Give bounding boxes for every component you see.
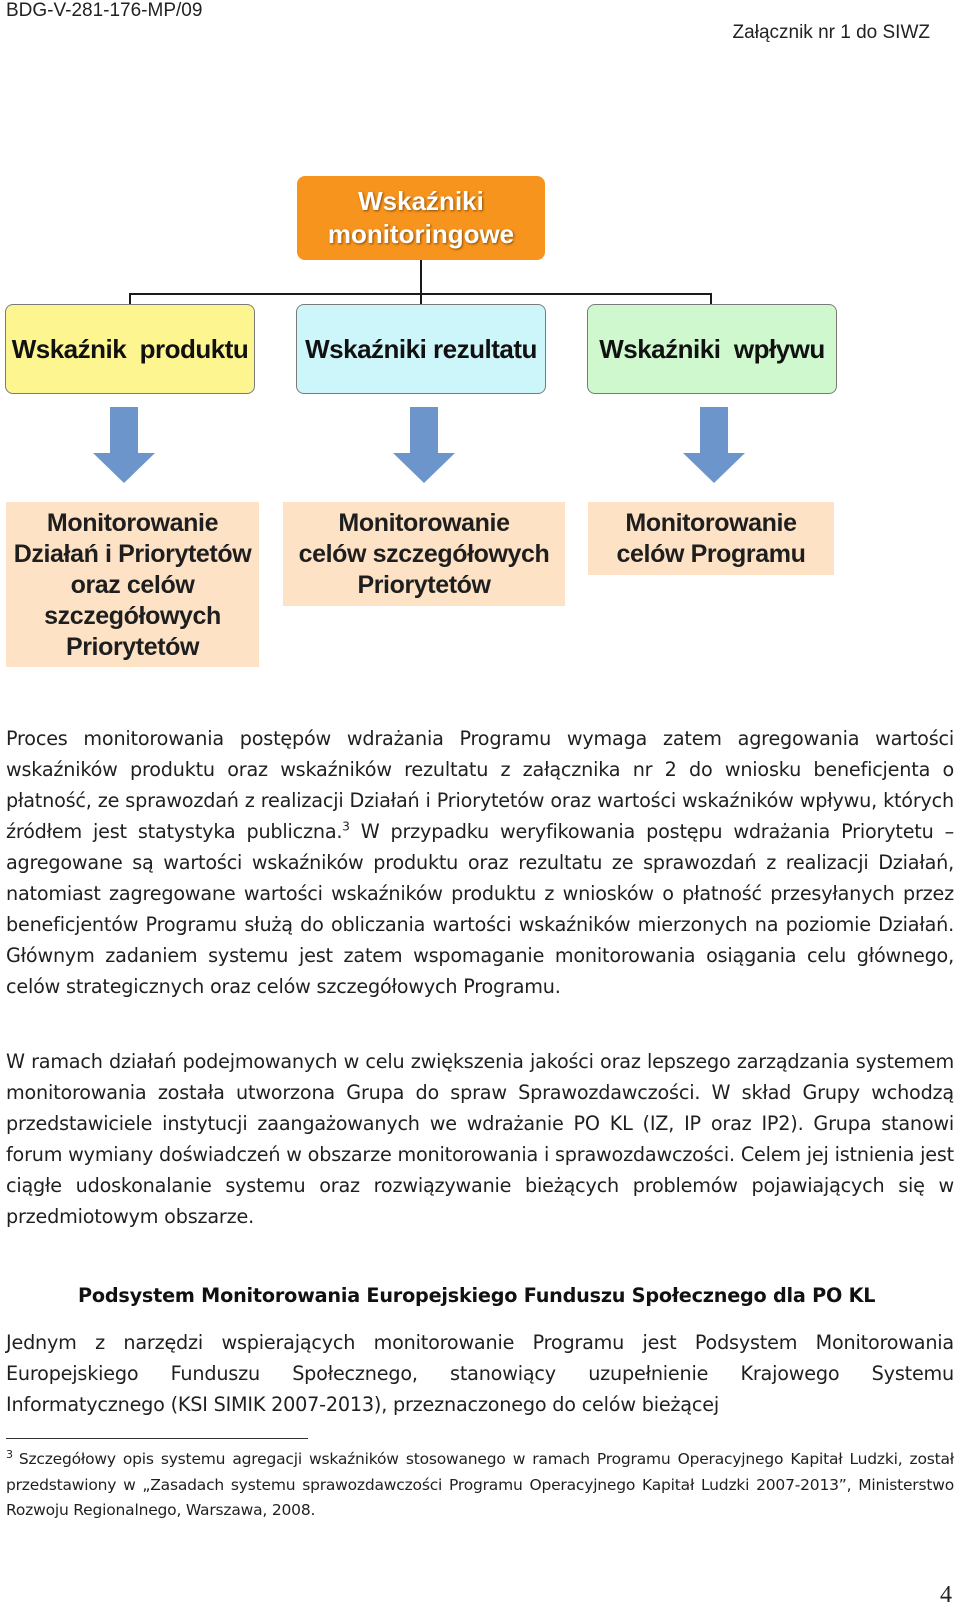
paragraph-text: Jednym z narzędzi wspierających monitorowanie Programu jest Podsystem Monitorowania Europejskiego Funduszu Społecznego, stanowiący uzupełnienie Krajowego Systemu Informatycznego (KSI SIMIK 2007-2013), przeznaczonego do celów bieżącej bbox=[6, 1331, 954, 1416]
category-box-impact bbox=[587, 304, 837, 394]
down-arrow-icon bbox=[393, 407, 455, 483]
paragraph-text: W przypadku weryfikowania postępu wdrażania Priorytetu – agregowane są wartości wskaźników produktu oraz rezultatu ze sprawozdań z realizacji Działań, natomiast zagregowane wartości wskaźników produktu z wniosków o płatność przesyłanych przez beneficjentów Programu służą do obliczania wartości wskaźników mierzonych na poziomie Działań. Głównym zadaniem systemu jest zatem wspomaganie monitorowania osiągania celu głównego, celów strategicznych oraz celów szczegółowych Programu. bbox=[6, 820, 954, 998]
paragraph-reporting-group bbox=[6, 1046, 954, 1232]
category-box-result bbox=[296, 304, 546, 394]
down-arrow-icon bbox=[93, 407, 155, 483]
monitoring-line: celów Programu bbox=[616, 540, 806, 568]
monitoring-box-priority-objectives bbox=[283, 502, 565, 606]
category-label-product: Wskaźnik produktu bbox=[11, 333, 249, 364]
section-heading: Podsystem Monitorowania Europejskiego Funduszu Społecznego dla PO KL bbox=[78, 1284, 876, 1307]
page-number: 4 bbox=[940, 1582, 952, 1608]
root-box-monitoring-indicators bbox=[297, 176, 545, 260]
monitoring-line: Monitorowanie bbox=[338, 509, 510, 537]
footnote-number: 3 bbox=[6, 1447, 13, 1461]
paragraph-monitoring-process bbox=[6, 723, 954, 1002]
monitoring-box-programme-objectives bbox=[588, 502, 834, 575]
root-box-line1: Wskaźniki bbox=[358, 186, 484, 216]
footnote-separator bbox=[6, 1438, 308, 1439]
category-label-result: Wskaźniki rezultatu bbox=[305, 333, 537, 364]
paragraph-text: Proces monitorowania postępów wdrażania Programu wymaga zatem agregowania wartości wskaźników produktu oraz wskaźników rezultatu z załącznika nr 2 do wniosku beneficjenta o płatność, ze sprawozdań z realizacji Działań i Priorytetów oraz wartości wskaźników wpływu, których źródłem jest statystyka publiczna. bbox=[6, 727, 954, 843]
root-box-line2: monitoringowe bbox=[327, 219, 515, 249]
monitoring-line: Priorytetów bbox=[357, 571, 491, 599]
monitoring-line: Priorytetów bbox=[65, 633, 200, 661]
connector-left bbox=[129, 293, 131, 304]
footnote-text: Szczegółowy opis systemu agregacji wskaźników stosowanego w ramach Programu Operacyjnego Kapitał Ludzki, został przedstawiony w „Zasadach systemu sprawozdawczości Programu Operacyjnego Kapitał Ludzki 2007-2013”, Ministerstwo Rozwoju Regionalnego, Warszawa, 2008. bbox=[6, 1450, 954, 1519]
monitoring-line: celów szczegółowych bbox=[298, 540, 550, 568]
monitoring-line: oraz celów bbox=[70, 571, 195, 599]
connector-right bbox=[710, 293, 712, 304]
paragraph-efs-subsystem bbox=[6, 1327, 954, 1420]
attachment-label: Załącznik nr 1 do SIWZ bbox=[732, 22, 930, 43]
footnote bbox=[6, 1447, 954, 1524]
monitoring-box-actions-priorities bbox=[6, 502, 259, 667]
category-box-product bbox=[5, 304, 255, 394]
monitoring-line: Monitorowanie bbox=[46, 509, 219, 537]
document-code: BDG-V-281-176-MP/09 bbox=[6, 0, 203, 21]
connector-middle bbox=[420, 293, 422, 304]
monitoring-line: szczegółowych bbox=[44, 602, 221, 630]
connector-vertical-root bbox=[420, 260, 422, 294]
footnote-reference: 3 bbox=[342, 819, 350, 834]
down-arrow-icon bbox=[683, 407, 745, 483]
category-label-impact: Wskaźniki wpływu bbox=[599, 333, 825, 364]
monitoring-line: Monitorowanie bbox=[625, 509, 797, 537]
monitoring-line: Działań i Priorytetów bbox=[13, 540, 252, 568]
paragraph-text: W ramach działań podejmowanych w celu zwiększenia jakości oraz lepszego zarządzania systemem monitorowania została utworzona Grupa do spraw Sprawozdawczości. W skład Grupy wchodzą przedstawiciele instytucji zaangażowanych we wdrażanie PO KL (IZ, IP oraz IP2). Grupa stanowi forum wymiany doświadczeń w obszarze monitorowania i sprawozdawczości. Celem jej istnienia jest ciągłe udoskonalanie systemu oraz rozwiązywanie bieżących problemów pojawiających się w przedmiotowym obszarze. bbox=[6, 1050, 954, 1228]
